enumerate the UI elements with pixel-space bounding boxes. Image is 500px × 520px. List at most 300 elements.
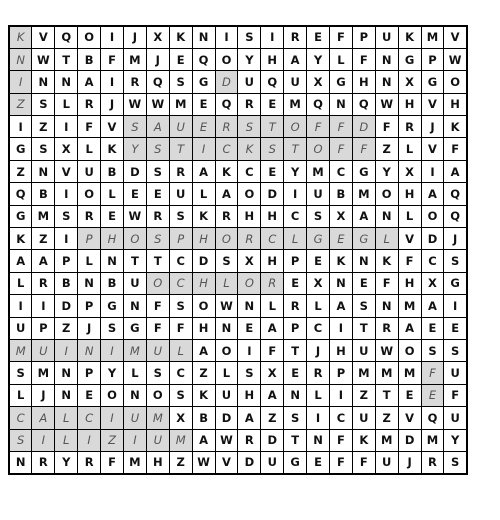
- letter-cell[interactable]: N: [329, 93, 352, 115]
- letter-cell[interactable]: T: [284, 138, 307, 160]
- letter-cell[interactable]: C: [9, 407, 32, 429]
- letter-cell[interactable]: X: [146, 26, 169, 48]
- letter-cell[interactable]: Z: [32, 228, 55, 250]
- letter-cell[interactable]: O: [101, 384, 124, 406]
- letter-cell[interactable]: N: [78, 272, 101, 294]
- letter-cell[interactable]: I: [284, 183, 307, 205]
- letter-cell[interactable]: Z: [192, 362, 215, 384]
- letter-cell[interactable]: N: [9, 48, 32, 70]
- letter-cell[interactable]: B: [329, 183, 352, 205]
- letter-cell[interactable]: G: [444, 272, 467, 294]
- letter-cell[interactable]: W: [215, 429, 238, 451]
- letter-cell[interactable]: J: [146, 48, 169, 70]
- letter-cell[interactable]: Z: [261, 407, 284, 429]
- letter-cell[interactable]: S: [146, 138, 169, 160]
- letter-cell[interactable]: E: [421, 384, 444, 406]
- letter-cell[interactable]: D: [421, 228, 444, 250]
- letter-cell[interactable]: W: [375, 339, 398, 361]
- letter-cell[interactable]: N: [32, 160, 55, 182]
- letter-cell[interactable]: S: [352, 295, 375, 317]
- letter-cell[interactable]: Y: [238, 48, 261, 70]
- letter-cell[interactable]: N: [9, 451, 32, 473]
- letter-cell[interactable]: R: [398, 116, 421, 138]
- letter-cell[interactable]: M: [32, 362, 55, 384]
- letter-cell[interactable]: P: [284, 250, 307, 272]
- letter-cell[interactable]: D: [215, 407, 238, 429]
- letter-cell[interactable]: Q: [261, 71, 284, 93]
- letter-cell[interactable]: I: [444, 295, 467, 317]
- letter-cell[interactable]: I: [101, 407, 124, 429]
- letter-cell[interactable]: N: [284, 384, 307, 406]
- letter-cell[interactable]: G: [284, 451, 307, 473]
- letter-cell[interactable]: Y: [55, 451, 78, 473]
- letter-cell[interactable]: C: [238, 160, 261, 182]
- letter-cell[interactable]: F: [169, 317, 192, 339]
- letter-cell[interactable]: D: [352, 116, 375, 138]
- letter-cell[interactable]: S: [238, 116, 261, 138]
- letter-cell[interactable]: I: [9, 71, 32, 93]
- letter-cell[interactable]: F: [329, 116, 352, 138]
- letter-cell[interactable]: M: [375, 429, 398, 451]
- letter-cell[interactable]: J: [398, 451, 421, 473]
- letter-cell[interactable]: F: [375, 116, 398, 138]
- letter-cell[interactable]: Y: [375, 160, 398, 182]
- letter-cell[interactable]: I: [9, 116, 32, 138]
- letter-cell[interactable]: C: [169, 250, 192, 272]
- letter-cell[interactable]: S: [215, 250, 238, 272]
- letter-cell[interactable]: B: [192, 407, 215, 429]
- letter-cell[interactable]: K: [398, 26, 421, 48]
- letter-cell[interactable]: S: [444, 250, 467, 272]
- letter-cell[interactable]: I: [9, 295, 32, 317]
- letter-cell[interactable]: O: [78, 26, 101, 48]
- letter-cell[interactable]: U: [215, 384, 238, 406]
- letter-cell[interactable]: S: [169, 71, 192, 93]
- letter-cell[interactable]: N: [375, 295, 398, 317]
- letter-cell[interactable]: I: [32, 295, 55, 317]
- letter-cell[interactable]: X: [307, 272, 330, 294]
- letter-cell[interactable]: W: [375, 93, 398, 115]
- letter-cell[interactable]: I: [101, 71, 124, 93]
- letter-cell[interactable]: I: [192, 138, 215, 160]
- letter-cell[interactable]: U: [444, 407, 467, 429]
- letter-cell[interactable]: H: [238, 205, 261, 227]
- letter-cell[interactable]: A: [284, 48, 307, 70]
- letter-cell[interactable]: N: [375, 205, 398, 227]
- letter-cell[interactable]: B: [101, 272, 124, 294]
- letter-cell[interactable]: A: [215, 183, 238, 205]
- letter-cell[interactable]: O: [215, 339, 238, 361]
- letter-cell[interactable]: Q: [352, 93, 375, 115]
- letter-cell[interactable]: N: [352, 250, 375, 272]
- letter-cell[interactable]: Z: [101, 429, 124, 451]
- letter-cell[interactable]: O: [421, 205, 444, 227]
- letter-cell[interactable]: N: [329, 272, 352, 294]
- letter-cell[interactable]: L: [192, 183, 215, 205]
- letter-cell[interactable]: Y: [444, 429, 467, 451]
- letter-cell[interactable]: F: [352, 138, 375, 160]
- letter-cell[interactable]: S: [307, 205, 330, 227]
- letter-cell[interactable]: M: [284, 93, 307, 115]
- letter-cell[interactable]: U: [78, 160, 101, 182]
- letter-cell[interactable]: C: [169, 272, 192, 294]
- letter-cell[interactable]: A: [32, 407, 55, 429]
- letter-cell[interactable]: F: [101, 48, 124, 70]
- letter-cell[interactable]: S: [32, 138, 55, 160]
- letter-cell[interactable]: H: [261, 48, 284, 70]
- letter-cell[interactable]: R: [238, 228, 261, 250]
- letter-cell[interactable]: W: [32, 48, 55, 70]
- letter-cell[interactable]: R: [78, 451, 101, 473]
- letter-cell[interactable]: M: [375, 362, 398, 384]
- letter-cell[interactable]: L: [398, 138, 421, 160]
- letter-cell[interactable]: W: [123, 205, 146, 227]
- letter-cell[interactable]: D: [398, 429, 421, 451]
- letter-cell[interactable]: A: [329, 295, 352, 317]
- letter-cell[interactable]: W: [123, 93, 146, 115]
- letter-cell[interactable]: E: [421, 317, 444, 339]
- letter-cell[interactable]: Q: [444, 205, 467, 227]
- letter-cell[interactable]: K: [329, 250, 352, 272]
- letter-cell[interactable]: N: [238, 295, 261, 317]
- letter-cell[interactable]: L: [55, 407, 78, 429]
- letter-cell[interactable]: H: [398, 272, 421, 294]
- letter-cell[interactable]: A: [261, 317, 284, 339]
- letter-cell[interactable]: O: [215, 228, 238, 250]
- letter-cell[interactable]: C: [307, 317, 330, 339]
- letter-cell[interactable]: D: [261, 183, 284, 205]
- letter-cell[interactable]: S: [146, 160, 169, 182]
- letter-cell[interactable]: O: [123, 228, 146, 250]
- letter-cell[interactable]: X: [307, 71, 330, 93]
- letter-cell[interactable]: N: [375, 71, 398, 93]
- letter-cell[interactable]: T: [284, 429, 307, 451]
- letter-cell[interactable]: M: [307, 160, 330, 182]
- letter-cell[interactable]: F: [421, 362, 444, 384]
- letter-cell[interactable]: A: [192, 339, 215, 361]
- letter-cell[interactable]: U: [352, 407, 375, 429]
- letter-cell[interactable]: G: [123, 317, 146, 339]
- letter-cell[interactable]: R: [32, 272, 55, 294]
- letter-cell[interactable]: Z: [169, 451, 192, 473]
- letter-cell[interactable]: I: [307, 407, 330, 429]
- letter-cell[interactable]: T: [284, 339, 307, 361]
- letter-cell[interactable]: M: [9, 339, 32, 361]
- letter-cell[interactable]: V: [444, 26, 467, 48]
- letter-cell[interactable]: F: [329, 451, 352, 473]
- letter-cell[interactable]: U: [444, 362, 467, 384]
- letter-cell[interactable]: P: [78, 228, 101, 250]
- letter-cell[interactable]: U: [123, 407, 146, 429]
- letter-cell[interactable]: R: [238, 93, 261, 115]
- letter-cell[interactable]: H: [101, 228, 124, 250]
- letter-cell[interactable]: U: [352, 339, 375, 361]
- letter-cell[interactable]: S: [123, 116, 146, 138]
- letter-cell[interactable]: H: [261, 250, 284, 272]
- letter-cell[interactable]: A: [421, 295, 444, 317]
- letter-cell[interactable]: A: [444, 160, 467, 182]
- letter-cell[interactable]: N: [192, 26, 215, 48]
- letter-cell[interactable]: F: [329, 429, 352, 451]
- letter-cell[interactable]: U: [123, 272, 146, 294]
- letter-cell[interactable]: G: [421, 71, 444, 93]
- letter-cell[interactable]: V: [215, 451, 238, 473]
- letter-cell[interactable]: C: [215, 138, 238, 160]
- letter-cell[interactable]: V: [398, 228, 421, 250]
- letter-cell[interactable]: F: [352, 48, 375, 70]
- letter-cell[interactable]: K: [169, 26, 192, 48]
- letter-cell[interactable]: S: [146, 362, 169, 384]
- letter-cell[interactable]: Q: [421, 407, 444, 429]
- letter-cell[interactable]: N: [32, 71, 55, 93]
- letter-cell[interactable]: S: [169, 384, 192, 406]
- letter-cell[interactable]: E: [146, 183, 169, 205]
- letter-cell[interactable]: G: [101, 295, 124, 317]
- letter-cell[interactable]: Z: [375, 407, 398, 429]
- letter-cell[interactable]: G: [307, 228, 330, 250]
- letter-cell[interactable]: R: [238, 429, 261, 451]
- letter-cell[interactable]: R: [421, 451, 444, 473]
- letter-cell[interactable]: E: [261, 160, 284, 182]
- letter-cell[interactable]: K: [352, 429, 375, 451]
- letter-cell[interactable]: O: [78, 183, 101, 205]
- letter-cell[interactable]: S: [238, 26, 261, 48]
- letter-cell[interactable]: L: [307, 295, 330, 317]
- letter-cell[interactable]: J: [101, 93, 124, 115]
- letter-cell[interactable]: X: [55, 138, 78, 160]
- letter-cell[interactable]: O: [146, 272, 169, 294]
- letter-cell[interactable]: L: [55, 429, 78, 451]
- letter-cell[interactable]: L: [375, 228, 398, 250]
- letter-cell[interactable]: H: [192, 317, 215, 339]
- letter-cell[interactable]: R: [146, 205, 169, 227]
- letter-cell[interactable]: A: [192, 160, 215, 182]
- letter-cell[interactable]: P: [352, 26, 375, 48]
- letter-cell[interactable]: D: [55, 295, 78, 317]
- letter-cell[interactable]: O: [215, 48, 238, 70]
- letter-cell[interactable]: S: [444, 339, 467, 361]
- letter-cell[interactable]: F: [78, 116, 101, 138]
- letter-cell[interactable]: P: [421, 48, 444, 70]
- letter-cell[interactable]: C: [329, 407, 352, 429]
- letter-cell[interactable]: F: [101, 451, 124, 473]
- letter-cell[interactable]: S: [284, 407, 307, 429]
- letter-cell[interactable]: N: [123, 295, 146, 317]
- letter-cell[interactable]: N: [307, 429, 330, 451]
- letter-cell[interactable]: L: [9, 272, 32, 294]
- letter-cell[interactable]: F: [444, 138, 467, 160]
- letter-cell[interactable]: L: [55, 93, 78, 115]
- letter-cell[interactable]: E: [284, 272, 307, 294]
- letter-cell[interactable]: K: [444, 116, 467, 138]
- letter-cell[interactable]: R: [375, 317, 398, 339]
- letter-cell[interactable]: O: [238, 272, 261, 294]
- letter-cell[interactable]: U: [261, 451, 284, 473]
- letter-cell[interactable]: L: [329, 48, 352, 70]
- letter-cell[interactable]: I: [55, 116, 78, 138]
- letter-cell[interactable]: S: [238, 362, 261, 384]
- letter-cell[interactable]: Z: [352, 384, 375, 406]
- letter-cell[interactable]: E: [192, 93, 215, 115]
- letter-cell[interactable]: L: [123, 362, 146, 384]
- letter-cell[interactable]: Z: [9, 160, 32, 182]
- letter-cell[interactable]: E: [284, 362, 307, 384]
- letter-cell[interactable]: C: [329, 160, 352, 182]
- letter-cell[interactable]: E: [329, 228, 352, 250]
- letter-cell[interactable]: L: [9, 384, 32, 406]
- letter-cell[interactable]: B: [55, 272, 78, 294]
- letter-cell[interactable]: A: [146, 116, 169, 138]
- letter-cell[interactable]: Y: [307, 48, 330, 70]
- letter-cell[interactable]: D: [123, 160, 146, 182]
- letter-cell[interactable]: T: [55, 48, 78, 70]
- letter-cell[interactable]: L: [78, 250, 101, 272]
- letter-cell[interactable]: V: [398, 407, 421, 429]
- letter-cell[interactable]: K: [9, 228, 32, 250]
- letter-cell[interactable]: S: [169, 205, 192, 227]
- letter-cell[interactable]: S: [421, 339, 444, 361]
- letter-cell[interactable]: O: [192, 295, 215, 317]
- letter-cell[interactable]: W: [146, 93, 169, 115]
- letter-cell[interactable]: F: [375, 272, 398, 294]
- letter-cell[interactable]: R: [78, 205, 101, 227]
- letter-cell[interactable]: N: [55, 71, 78, 93]
- letter-cell[interactable]: Q: [215, 93, 238, 115]
- letter-cell[interactable]: H: [398, 183, 421, 205]
- letter-cell[interactable]: X: [169, 407, 192, 429]
- letter-cell[interactable]: O: [238, 183, 261, 205]
- letter-cell[interactable]: J: [421, 116, 444, 138]
- letter-cell[interactable]: E: [78, 384, 101, 406]
- letter-cell[interactable]: H: [238, 384, 261, 406]
- letter-cell[interactable]: X: [261, 362, 284, 384]
- letter-cell[interactable]: H: [146, 451, 169, 473]
- letter-cell[interactable]: B: [32, 183, 55, 205]
- letter-cell[interactable]: N: [215, 317, 238, 339]
- letter-cell[interactable]: G: [9, 205, 32, 227]
- letter-cell[interactable]: M: [398, 362, 421, 384]
- letter-cell[interactable]: T: [146, 250, 169, 272]
- letter-cell[interactable]: L: [284, 228, 307, 250]
- letter-cell[interactable]: M: [123, 339, 146, 361]
- letter-cell[interactable]: M: [398, 295, 421, 317]
- letter-cell[interactable]: E: [123, 183, 146, 205]
- letter-cell[interactable]: U: [375, 26, 398, 48]
- letter-cell[interactable]: M: [352, 183, 375, 205]
- letter-cell[interactable]: S: [32, 93, 55, 115]
- letter-cell[interactable]: M: [421, 429, 444, 451]
- letter-cell[interactable]: M: [352, 362, 375, 384]
- letter-cell[interactable]: J: [444, 228, 467, 250]
- letter-cell[interactable]: R: [215, 205, 238, 227]
- letter-cell[interactable]: K: [192, 205, 215, 227]
- letter-cell[interactable]: Y: [123, 138, 146, 160]
- letter-cell[interactable]: X: [421, 272, 444, 294]
- letter-cell[interactable]: M: [421, 26, 444, 48]
- letter-cell[interactable]: X: [398, 160, 421, 182]
- letter-cell[interactable]: F: [307, 116, 330, 138]
- letter-cell[interactable]: K: [9, 26, 32, 48]
- letter-cell[interactable]: P: [169, 228, 192, 250]
- letter-cell[interactable]: E: [398, 384, 421, 406]
- letter-cell[interactable]: U: [32, 339, 55, 361]
- letter-cell[interactable]: P: [284, 317, 307, 339]
- letter-cell[interactable]: U: [307, 183, 330, 205]
- letter-cell[interactable]: S: [146, 228, 169, 250]
- letter-cell[interactable]: N: [101, 250, 124, 272]
- letter-cell[interactable]: A: [238, 407, 261, 429]
- letter-cell[interactable]: S: [261, 138, 284, 160]
- letter-cell[interactable]: I: [238, 339, 261, 361]
- letter-cell[interactable]: E: [307, 26, 330, 48]
- letter-cell[interactable]: R: [32, 451, 55, 473]
- letter-cell[interactable]: O: [375, 183, 398, 205]
- letter-cell[interactable]: L: [398, 205, 421, 227]
- letter-cell[interactable]: R: [123, 71, 146, 93]
- letter-cell[interactable]: M: [123, 48, 146, 70]
- letter-cell[interactable]: G: [352, 160, 375, 182]
- letter-cell[interactable]: M: [169, 429, 192, 451]
- letter-cell[interactable]: O: [398, 339, 421, 361]
- letter-cell[interactable]: N: [123, 384, 146, 406]
- letter-cell[interactable]: N: [55, 362, 78, 384]
- letter-cell[interactable]: U: [238, 71, 261, 93]
- letter-cell[interactable]: P: [32, 317, 55, 339]
- letter-cell[interactable]: I: [101, 26, 124, 48]
- letter-cell[interactable]: J: [307, 339, 330, 361]
- letter-cell[interactable]: S: [101, 317, 124, 339]
- letter-cell[interactable]: V: [55, 160, 78, 182]
- letter-cell[interactable]: E: [238, 317, 261, 339]
- letter-cell[interactable]: R: [284, 295, 307, 317]
- letter-cell[interactable]: K: [215, 160, 238, 182]
- letter-cell[interactable]: N: [55, 384, 78, 406]
- letter-cell[interactable]: F: [146, 317, 169, 339]
- letter-cell[interactable]: S: [55, 205, 78, 227]
- letter-cell[interactable]: D: [192, 250, 215, 272]
- letter-cell[interactable]: I: [329, 384, 352, 406]
- letter-cell[interactable]: U: [284, 71, 307, 93]
- letter-cell[interactable]: L: [261, 295, 284, 317]
- letter-cell[interactable]: A: [78, 71, 101, 93]
- letter-cell[interactable]: A: [398, 317, 421, 339]
- letter-cell[interactable]: F: [329, 26, 352, 48]
- letter-cell[interactable]: A: [352, 205, 375, 227]
- letter-cell[interactable]: K: [101, 138, 124, 160]
- letter-cell[interactable]: A: [421, 183, 444, 205]
- letter-cell[interactable]: C: [169, 362, 192, 384]
- letter-cell[interactable]: K: [238, 138, 261, 160]
- letter-cell[interactable]: U: [375, 451, 398, 473]
- letter-cell[interactable]: Y: [284, 160, 307, 182]
- letter-cell[interactable]: N: [78, 339, 101, 361]
- letter-cell[interactable]: E: [101, 205, 124, 227]
- letter-cell[interactable]: E: [444, 317, 467, 339]
- letter-cell[interactable]: R: [261, 272, 284, 294]
- letter-cell[interactable]: P: [329, 362, 352, 384]
- letter-cell[interactable]: Z: [375, 138, 398, 160]
- letter-cell[interactable]: W: [215, 295, 238, 317]
- letter-cell[interactable]: G: [9, 138, 32, 160]
- letter-cell[interactable]: Z: [32, 116, 55, 138]
- letter-cell[interactable]: K: [375, 250, 398, 272]
- letter-cell[interactable]: Q: [55, 26, 78, 48]
- letter-cell[interactable]: P: [78, 295, 101, 317]
- letter-cell[interactable]: X: [329, 205, 352, 227]
- letter-cell[interactable]: I: [215, 26, 238, 48]
- letter-cell[interactable]: J: [32, 384, 55, 406]
- letter-cell[interactable]: H: [329, 339, 352, 361]
